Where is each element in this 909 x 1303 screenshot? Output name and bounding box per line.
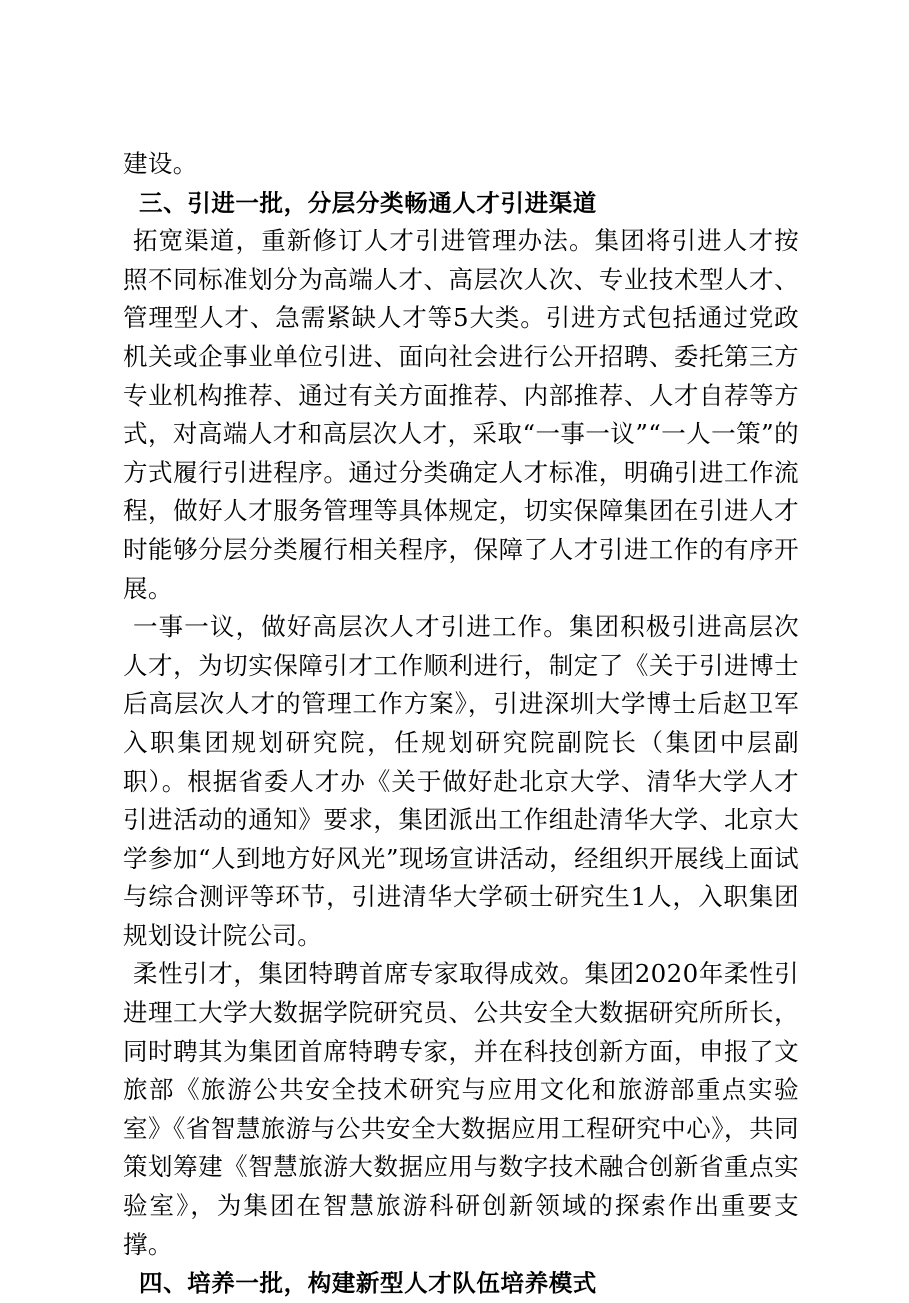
paragraph-high-level-talent: 一事一议，做好高层次人才引进工作。集团积极引进高层次人才，为切实保障引才工作顺利进行，制定了《关于引进博士后高层次人才的管理工作方案》，引进深圳大学博士后赵卫军入职集团规划研究院，任规划研究院副院长（集团中层副职）。根据省委人才办《关于做好赴北京大学、清华大学人才引进活动的通知》要求，集团派出工作组赴清华大学、北京大学参加“人到地方好风光”现场宣讲活动，经组织开展线上面试与综合测评等环节，引进清华大学硕士研究生1人，入职集团规划设计院公司。 (123, 612, 799, 950)
paragraph-flexible-talent: 柔性引才，集团特聘首席专家取得成效。集团2020年柔性引进理工大学大数据学院研究员、公共安全大数据研究所所长，同时聘其为集团首席特聘专家，并在科技创新方面，申报了文旅部《旅游公共安全技术研究与应用文化和旅游部重点实验室》《省智慧旅游与公共安全大数据应用工程研究中心》，共同策划筹建《智慧旅游大数据应用与数字技术融合创新省重点实验室》，为集团在智慧旅游科研创新领域的探索作出重要支撑。 (123, 959, 799, 1259)
document-body (123, 145, 799, 1303)
section-three-heading: 三、引进一批，分层分类畅通人才引进渠道 (139, 188, 597, 217)
paragraph-talent-channels: 拓宽渠道，重新修订人才引进管理办法。集团将引进人才按照不同标准划分为高端人才、高层次人次、专业技术型人才、管理型人才、急需紧缺人才等5大类。引进方式包括通过党政机关或企事业单位引进、面向社会进行公开招聘、委托第三方专业机构推荐、通过有关方面推荐、内部推荐、人才自荐等方式，对高端人才和高层次人才，采取“一事一议”“一人一策”的方式履行引进程序。通过分类确定人才标准，明确引进工作流程，做好人才服务管理等具体规定，切实保障集团在引进人才时能够分层分类履行相关程序，保障了人才引进工作的有序开展。 (123, 226, 799, 603)
continuation-text: 建设。 (123, 149, 198, 178)
section-four-heading: 四、培养一批，构建新型人才队伍培养模式 (139, 1269, 597, 1298)
